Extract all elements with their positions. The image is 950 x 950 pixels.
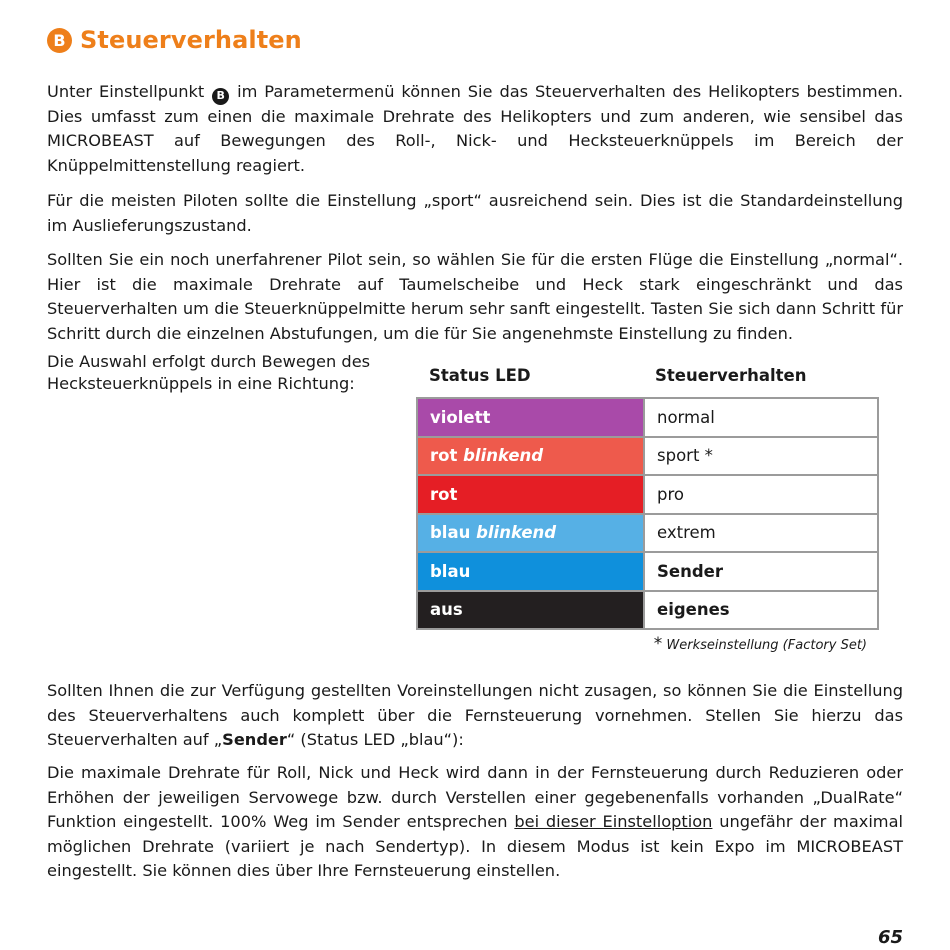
footnote-text: Werkseinstellung (Factory Set) [662,638,867,653]
sender-bold-word: Sender [222,730,287,749]
led-status-label: violett [430,407,491,427]
control-mode-cell: Sender [644,552,878,591]
dualrate-underlined: bei dieser Einstelloption [514,812,713,831]
footnote [654,634,867,654]
intro-text-start: Unter Einstellpunkt [47,82,212,101]
control-mode-cell: extrem [644,514,878,553]
led-status-cell [417,437,644,476]
section-title: Steuerverhalten [80,26,302,54]
control-mode-cell: sport * [644,437,878,476]
page-number: 65 [877,927,903,948]
led-status-cell [417,398,644,437]
dualrate-paragraph [47,761,903,884]
beginner-paragraph: Sollten Sie ein noch unerfahrener Pilot sein, so wählen Sie für die ersten Flüge die Einstellung „normal“. Hier ist die maximale Drehrate auf Taumelscheibe und Heck stark eingeschränkt und das Steuerverhalten um die Steuerknüppelmitte herum sehr sanft eingestellt. Tasten Sie sich dann Schritt für Schritt durch die einzelnen Abstufungen, um die für Sie angenehmste Einstellung zu finden. [47,250,903,343]
table-row [417,437,878,476]
inline-b-badge-icon: B [212,88,229,105]
selection-instruction: Die Auswahl erfolgt durch Bewegen des Hecksteuerknüppels in eine Richtung: [47,352,371,393]
table-row [417,398,878,437]
led-status-modifier: blinkend [476,523,557,543]
control-mode-cell: pro [644,475,878,514]
sender-text-end: “ (Status LED „blau“): [286,730,464,749]
table-row [417,552,878,591]
led-status-label: blau [430,561,471,581]
led-status-label: rot [430,446,464,466]
table-row [417,514,878,553]
led-status-modifier: blinkend [463,446,544,466]
dualrate-text-end: ungefähr der maximal möglichen Drehrate (variiert je nach Sendertyp). In diesem Modus ist kein Expo im MICROBEAST eingestellt. Sie können dies über Ihre Fernsteuerung einstellen. [47,812,903,880]
status-led-table [416,397,879,630]
led-status-cell [417,591,644,630]
led-status-cell [417,552,644,591]
table-row [417,591,878,630]
led-status-label: rot [430,484,458,504]
default-setting-paragraph: Für die meisten Piloten sollte die Einstellung „sport“ ausreichend sein. Dies ist die Standardeinstellung im Auslieferungszustand. [47,191,903,235]
section-b-badge-icon: B [47,28,72,53]
dualrate-text-start: Die maximale Drehrate für Roll, Nick und Heck wird dann in der Fernsteuerung durch Reduzieren oder Erhöhen der jeweiligen Servowege bzw. durch Verstellen einer gegebenenfalls vorhanden „DualRate“ Funktion eingestellt. 100% Weg im Sender entsprechen [47,763,903,831]
section-heading [47,26,302,54]
intro-text-end: im Parametermenü können Sie das Steuerverhalten des Helikopters bestimmen. Dies umfasst zum einen die maximale Drehrate des Helikopters und zum anderen, wie sensibel das MICROBEAST auf Bewegungen des Roll-, Nick- und Hecksteuerknüppels im Bereich der Knüppelmittenstellung reagiert. [47,82,903,175]
led-status-label: aus [430,600,463,620]
footnote-star: * [653,634,663,654]
led-status-cell [417,475,644,514]
led-status-label: blau [430,523,477,543]
table-header-status: Status LED [429,366,531,385]
table-header-mode: Steuerverhalten [655,366,807,385]
control-mode-cell: eigenes [644,591,878,630]
sender-paragraph [47,679,903,753]
sender-text-start: Sollten Ihnen die zur Verfügung gestellten Voreinstellungen nicht zusagen, so können Sie die Einstellung des Steuerverhaltens auch komplett über die Fernsteuerung vornehmen. Stellen Sie hierzu das Steuerverhalten auf „ [47,681,903,749]
intro-paragraph [47,80,903,178]
control-mode-cell: normal [644,398,878,437]
table-row [417,475,878,514]
led-status-cell [417,514,644,553]
